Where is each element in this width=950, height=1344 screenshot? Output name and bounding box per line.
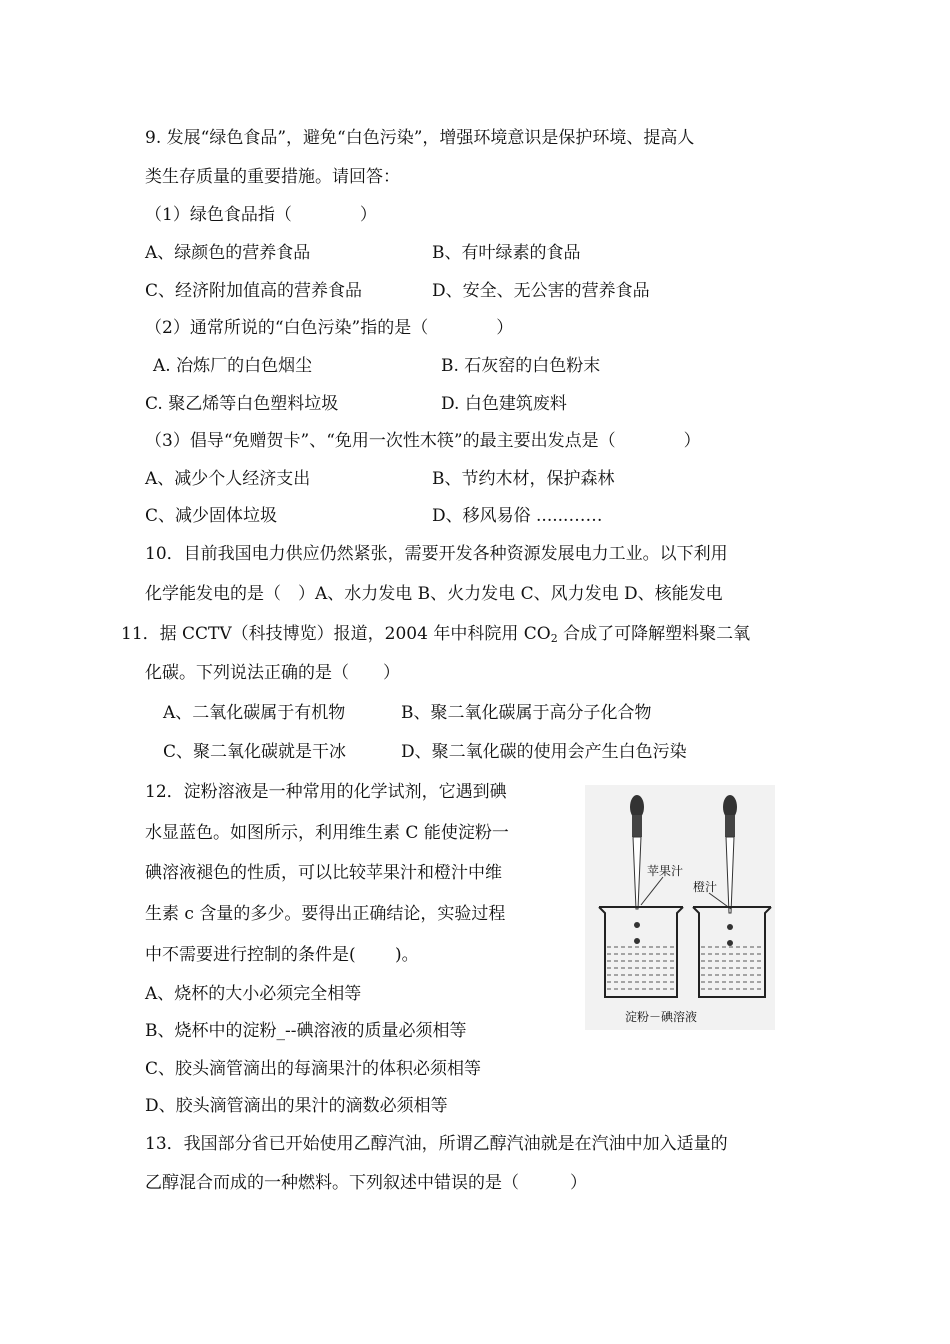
q9-part1-option-d: D、安全、无公害的营养食品	[432, 281, 650, 301]
drop-left-2	[634, 938, 640, 944]
label-orange-juice: 橙汁	[693, 880, 718, 894]
q11-option-b: B、聚二氧化碳属于高分子化合物	[401, 703, 652, 723]
q11-co2-subscript: 2	[550, 632, 558, 645]
q12-option-c: C、胶头滴管滴出的每滴果汁的体积必须相等	[145, 1059, 482, 1079]
q11-line1	[121, 623, 750, 650]
q9-part3-option-b: B、节约木材，保护森林	[432, 469, 615, 489]
q9-part3-option-c: C、减少固体垃圾	[145, 506, 278, 526]
q9-part2: （2）通常所说的“白色污染”指的是（ ）	[145, 318, 514, 338]
q11-line1-start: 11．据 CCTV（科技博览）报道，2004 年中科院用 CO	[121, 624, 551, 644]
q12-line1: 12．淀粉溶液是一种常用的化学试剂，它遇到碘	[145, 782, 507, 802]
q10-line1: 10．目前我国电力供应仍然紧张，需要开发各种资源发展电力工业。以下利用	[145, 544, 728, 564]
q11-option-c: C、聚二氧化碳就是干冰	[163, 742, 347, 762]
q12-line3: 碘溶液褪色的性质，可以比较苹果汁和橙汁中维	[145, 863, 502, 883]
q11-option-d: D、聚二氧化碳的使用会产生白色污染	[401, 742, 687, 762]
drop-right	[727, 924, 733, 930]
q12-option-b: B、烧杯中的淀粉_--碘溶液的质量必须相等	[145, 1021, 467, 1041]
q12-option-d: D、胶头滴管滴出的果汁的滴数必须相等	[145, 1096, 448, 1116]
q9-part1-option-b: B、有叶绿素的食品	[432, 243, 581, 263]
q12-experiment-figure	[585, 785, 775, 1030]
drop-left	[634, 922, 640, 928]
q9-stem-line2: 类生存质量的重要措施。请回答：	[145, 167, 400, 187]
q9-stem-line1: 9. 发展“绿色食品”，避免“白色污染”，增强环境意识是保护环境、提高人	[145, 128, 695, 148]
q12-line2: 水显蓝色。如图所示，利用维生素 C 能使淀粉一	[145, 823, 509, 843]
label-starch-iodine: 淀粉－碘溶液	[625, 1010, 698, 1024]
q9-part3-option-d: D、移风易俗 ......……	[432, 506, 603, 526]
q9-part3: （3）倡导“免赠贺卡”、“免用一次性木筷”的最主要出发点是（ ）	[145, 431, 701, 451]
q9-part1-option-a: A、绿颜色的营养食品	[145, 243, 311, 263]
q12-line5: 中不需要进行控制的条件是( )。	[145, 945, 419, 965]
drop-right-2	[727, 940, 733, 946]
q11-option-a: A、二氧化碳属于有机物	[163, 703, 346, 723]
q9-part2-option-b: B. 石灰窑的白色粉末	[441, 356, 601, 376]
q9-part2-option-d: D. 白色建筑废料	[441, 394, 567, 414]
q10-line2: 化学能发电的是（ ）A、水力发电 B、火力发电 C、风力发电 D、核能发电	[145, 584, 723, 604]
label-apple-juice: 苹果汁	[647, 864, 684, 878]
q9-part3-option-a: A、减少个人经济支出	[145, 469, 311, 489]
q12-line4: 生素 c 含量的多少。要得出正确结论，实验过程	[145, 904, 506, 924]
q9-part2-option-c: C. 聚乙烯等白色塑料垃圾	[145, 394, 339, 414]
q12-option-a: A、烧杯的大小必须完全相等	[145, 984, 362, 1004]
q11-line1-end: 合成了可降解塑料聚二氧	[557, 624, 751, 644]
q9-part1: （1）绿色食品指（ ）	[145, 205, 377, 225]
q13-line1: 13．我国部分省已开始使用乙醇汽油，所谓乙醇汽油就是在汽油中加入适量的	[145, 1134, 728, 1154]
q9-part2-option-a: A. 冶炼厂的白色烟尘	[153, 356, 313, 376]
q9-part1-option-c: C、经济附加值高的营养食品	[145, 281, 363, 301]
q13-line2: 乙醇混合而成的一种燃料。下列叙述中错误的是（ ）	[145, 1173, 587, 1193]
q11-line2: 化碳。下列说法正确的是（ ）	[145, 663, 400, 683]
